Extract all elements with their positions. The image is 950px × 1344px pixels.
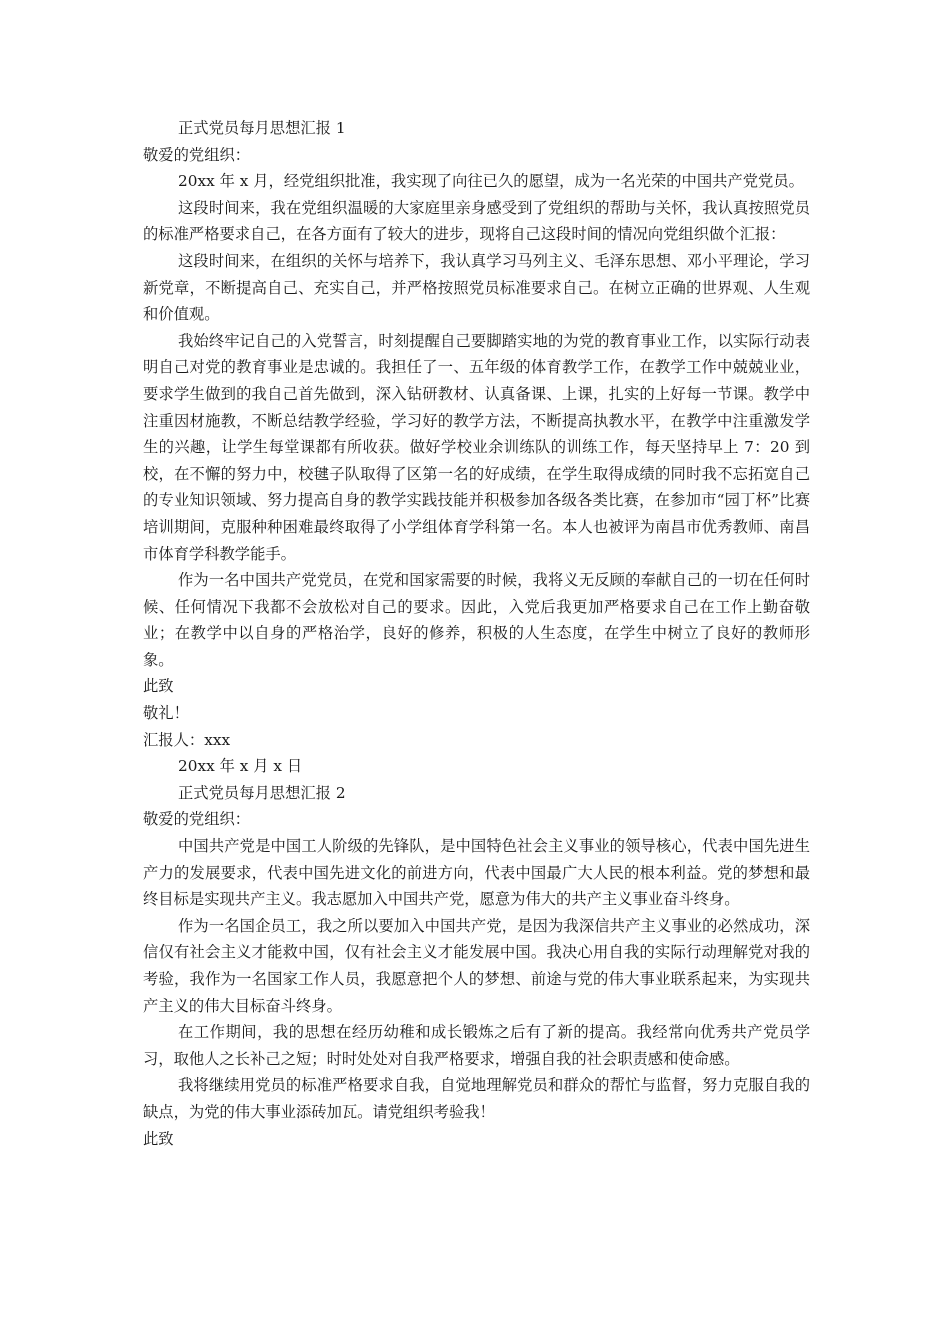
report2-salutation: 敬爱的党组织：: [143, 810, 251, 829]
report1-paragraph: 作为一名中国共产党党员，在党和国家需要的时候，我将义无反顾的奉献自己的一切在任何时候、任何情况下我都不会放松对自己的要求。因此，入党后我更加严格要求自己在工作上勤奋敬业；在教学中以自身的严格治学，良好的修养，积极的人生态度，在学生中树立了良好的教师形象。: [143, 571, 810, 669]
report2-paragraph: 我将继续用党员的标准严格要求自我，自觉地理解党员和群众的帮忙与监督，努力克服自我的缺点，为党的伟大事业添砖加瓦。请党组织考验我！: [143, 1076, 810, 1121]
report1-title: 正式党员每月思想汇报 1: [178, 119, 346, 137]
report1-paragraph: 20xx 年 x 月，经党组织批准，我实现了向往已久的愿望，成为一名光荣的中国共产党党员。: [178, 172, 804, 191]
report2-closing: 此致: [143, 1129, 174, 1148]
report1-salutation: 敬爱的党组织：: [143, 145, 251, 164]
report1-date: 20xx 年 x 月 x 日: [178, 757, 303, 776]
report2-paragraph: 作为一名国企员工，我之所以要加入中国共产党，是因为我深信共产主义事业的必然成功，深信仅有社会主义才能救中国，仅有社会主义才能发展中国。我决心用自我的实际行动理解党对我的考验，我作为一名国家工作人员，我愿意把个人的梦想、前途与党的伟大事业联系起来，为实现共产主义的伟大目标奋斗终身。: [143, 916, 810, 1015]
report2-paragraph: 中国共产党是中国工人阶级的先锋队，是中国特色社会主义事业的领导核心，代表中国先进生产力的发展要求，代表中国先进文化的前进方向，代表中国最广大人民的根本利益。党的梦想和最终目标是实现共产主义。我志愿加入中国共产党，愿意为伟大的共产主义事业奋斗终身。: [143, 837, 810, 909]
report1-closing: 此致: [143, 677, 174, 696]
report1-paragraph: 这段时间来，在组织的关怀与培养下，我认真学习马列主义、毛泽东思想、邓小平理论，学习新党章，不断提高自己、充实自己，并严格按照党员标准要求自己。在树立正确的世界观、人生观和价值观。: [143, 251, 810, 324]
report1-paragraph: 这段时间来，我在党组织温暖的大家庭里亲身感受到了党组织的帮助与关怀，我认真按照党员的标准严格要求自己，在各方面有了较大的进步，现将自己这段时间的情况向党组织做个汇报：: [143, 198, 810, 244]
document-body: [143, 115, 810, 1152]
report2-paragraph: 在工作期间，我的思想在经历幼稚和成长锻炼之后有了新的提高。我经常向优秀共产党员学习，取他人之长补己之短；时时处处对自我严格要求，增强自我的社会职责感和使命感。: [143, 1023, 810, 1068]
report1-paragraph: 我始终牢记自己的入党誓言，时刻提醒自己要脚踏实地的为党的教育事业工作，以实际行动表明自己对党的教育事业是忠诚的。我担任了一、五年级的体育教学工作，在教学工作中兢兢业业，要求学生做到的我自己首先做到，深入钻研教材、认真备课、上课，扎实的上好每一节课。教学中注重因材施教，不断总结教学经验，学习好的教学方法，不断提高执教水平，在教学中注重激发学生的兴趣，让学生每堂课都有所收获。做好学校业余训练队的训练工作，每天坚持早上 7：20 到校，在不懈的努力中，校毽子队取得了区第一名的好成绩，在学生取得成绩的同时我不忘拓宽自己的专业知识领域、努力提高自身的教学实践技能并积极参加各级各类比赛，在参加市“园丁杯”比赛培训期间，克服种种困难最终取得了小学组体育学科第一名。本人也被评为南昌市优秀教师、南昌市体育学科教学能手。: [143, 331, 810, 563]
report1-salute: 敬礼！: [143, 704, 189, 723]
report1-reporter: 汇报人：xxx: [143, 730, 231, 749]
report2-title: 正式党员每月思想汇报 2: [178, 783, 346, 802]
